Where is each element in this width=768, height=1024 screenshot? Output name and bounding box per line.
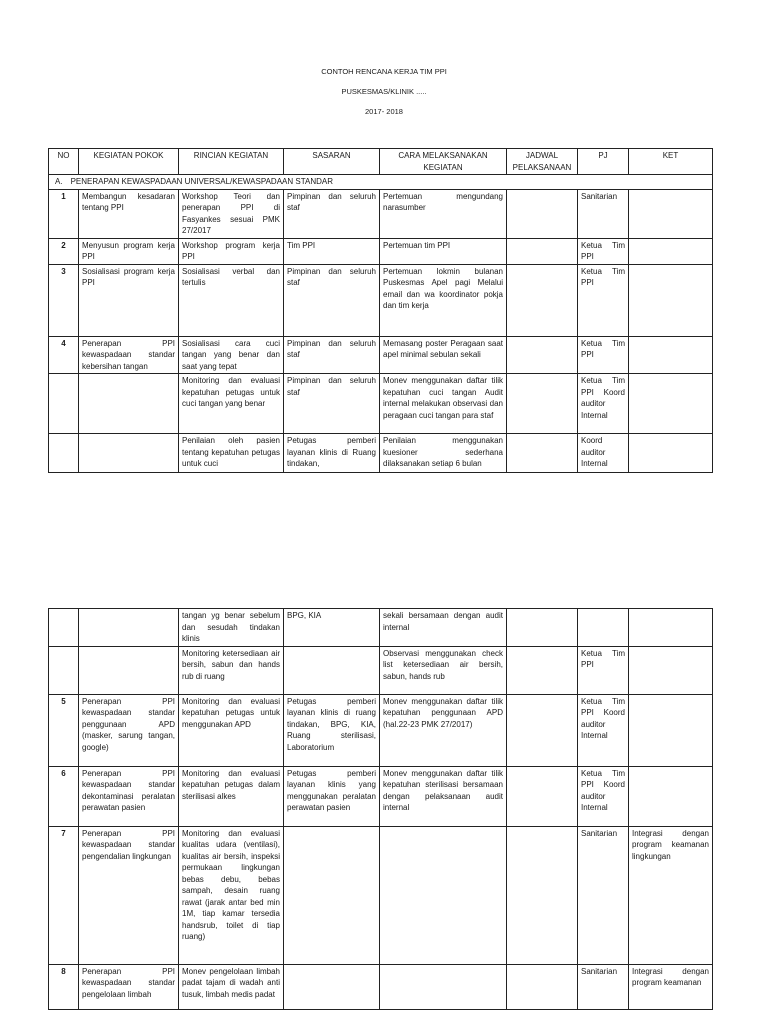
- cell-cara: Pertemuan lokmin bulanan Puskesmas Apel pagi Melalui email dan wa koordinator pokja dan tim kerja: [380, 264, 507, 336]
- cell-sasaran: Pimpinan dan seluruh staf: [284, 264, 380, 336]
- cell-jadwal: [507, 238, 578, 264]
- cell-no: 3: [49, 264, 79, 336]
- cell-pokok: [79, 374, 179, 434]
- cell-jadwal: [507, 646, 578, 694]
- table-row: [49, 609, 713, 647]
- cell-pj: Ketua Tim PPI: [578, 646, 629, 694]
- cell-no: [49, 609, 79, 647]
- col-header-jadwal: JADWAL PELAKSANAAN: [507, 149, 578, 175]
- document-period: 2017- 2018: [365, 107, 403, 116]
- cell-ket: [629, 609, 713, 647]
- section-letter: A.: [55, 177, 63, 186]
- cell-sasaran: Petugas pemberi layanan klinis yang menggunakan peralatan perawatan pasien: [284, 766, 380, 826]
- cell-jadwal: [507, 694, 578, 766]
- table-row: [49, 694, 713, 766]
- cell-pj: Ketua Tim PPI Koord auditor Internal: [578, 374, 629, 434]
- table-row: [49, 374, 713, 434]
- cell-pj: Sanitarian: [578, 964, 629, 1009]
- cell-cara: sekali bersamaan dengan audit internal: [380, 609, 507, 647]
- cell-rincian: Monitoring dan evaluasi kepatuhan petugas dalam sterilisasi alkes: [179, 766, 284, 826]
- cell-sasaran: Pimpinan dan seluruh staf: [284, 374, 380, 434]
- col-header-sasaran: SASARAN: [284, 149, 380, 175]
- cell-pokok: Menyusun program kerja PPI: [79, 238, 179, 264]
- cell-rincian: Monitoring dan evaluasi kualitas udara (ventilasi), kualitas air bersih, inspeksi permukaan lingkungan bebas debu, bebas sampah, desain ruang rawat (jarak antar bed min 1M, tiap kamar tersedia handsrub, toilet di tiap ruang): [179, 826, 284, 964]
- document-titles: [0, 66, 768, 126]
- cell-cara: Pertemuan mengundang narasumber: [380, 189, 507, 238]
- cell-rincian: Monev pengelolaan limbah padat tajam di wadah anti tusuk, limbah medis padat: [179, 964, 284, 1009]
- section-heading: [49, 175, 713, 190]
- cell-pokok: Penerapan PPI kewaspadaan standar dekontaminasi peralatan perawatan pasien: [79, 766, 179, 826]
- cell-ket: [629, 434, 713, 473]
- cell-rincian: tangan yg benar sebelum dan sesudah tindakan klinis: [179, 609, 284, 647]
- cell-cara: Monev menggunakan daftar tilik kepatuhan penggunaan APD (hal.22-23 PMK 27/2017): [380, 694, 507, 766]
- cell-rincian: Monitoring dan evaluasi kepatuhan petugas untuk menggunakan APD: [179, 694, 284, 766]
- cell-sasaran: Petugas pemberi layanan klinis di Ruang tindakan,: [284, 434, 380, 473]
- cell-pj: Sanitarian: [578, 826, 629, 964]
- cell-jadwal: [507, 826, 578, 964]
- col-header-pj: PJ: [578, 149, 629, 175]
- col-header-no: NO: [49, 149, 79, 175]
- cell-sasaran: [284, 646, 380, 694]
- cell-no: 1: [49, 189, 79, 238]
- cell-rincian: Workshop Teori dan penerapan PPI di Fasyankes sesuai PMK 27/2017: [179, 189, 284, 238]
- cell-pokok: Membangun kesadaran tentang PPI: [79, 189, 179, 238]
- cell-ket: [629, 264, 713, 336]
- cell-no: 5: [49, 694, 79, 766]
- cell-pokok: [79, 609, 179, 647]
- cell-jadwal: [507, 374, 578, 434]
- cell-pj: Sanitarian: [578, 189, 629, 238]
- col-header-rincian-kegiatan: RINCIAN KEGIATAN: [179, 149, 284, 175]
- cell-cara: Monev menggunakan daftar tilik kepatuhan sterilisasi bersamaan dengan pelaksanaan audit internal: [380, 766, 507, 826]
- table-header-row: [49, 149, 713, 175]
- cell-pokok: [79, 434, 179, 473]
- table-row: [49, 766, 713, 826]
- cell-pj: Koord auditor Internal: [578, 434, 629, 473]
- col-header-cara: CARA MELAKSANAKAN KEGIATAN: [380, 149, 507, 175]
- cell-rincian: Monitoring ketersediaan air bersih, sabun dan hands rub di ruang: [179, 646, 284, 694]
- cell-rincian: Sosialisasi cara cuci tangan yang benar dan saat yang tepat: [179, 336, 284, 374]
- cell-no: [49, 434, 79, 473]
- cell-pj: Ketua Tim PPI: [578, 238, 629, 264]
- cell-cara: Memasang poster Peragaan saat apel minimal sebulan sekali: [380, 336, 507, 374]
- cell-no: 8: [49, 964, 79, 1009]
- cell-pokok: Penerapan PPI kewaspadaan standar kebersihan tangan: [79, 336, 179, 374]
- cell-cara: Pertemuan tim PPI: [380, 238, 507, 264]
- cell-ket: [629, 694, 713, 766]
- cell-jadwal: [507, 434, 578, 473]
- cell-no: 6: [49, 766, 79, 826]
- cell-sasaran: Petugas pemberi layanan klinis di ruang tindakan, BPG, KIA, Ruang sterilisasi, Laboratorium: [284, 694, 380, 766]
- document-subtitle: PUSKESMAS/KLINIK .....: [341, 87, 427, 96]
- cell-ket: Integrasi dengan program keamanan: [629, 964, 713, 1009]
- table-row: [49, 264, 713, 336]
- table-row: [49, 238, 713, 264]
- table-row: [49, 336, 713, 374]
- cell-sasaran: Tim PPI: [284, 238, 380, 264]
- cell-rincian: Penilaian oleh pasien tentang kepatuhan petugas untuk cuci: [179, 434, 284, 473]
- cell-sasaran: BPG, KIA: [284, 609, 380, 647]
- cell-ket: Integrasi dengan program keamanan lingkungan: [629, 826, 713, 964]
- work-plan-table-page-2: [48, 608, 713, 1010]
- cell-cara: [380, 826, 507, 964]
- cell-jadwal: [507, 609, 578, 647]
- table-row: [49, 826, 713, 964]
- cell-jadwal: [507, 189, 578, 238]
- cell-pj: Ketua Tim PPI: [578, 264, 629, 336]
- cell-jadwal: [507, 766, 578, 826]
- cell-pj: Ketua Tim PPI: [578, 336, 629, 374]
- cell-ket: [629, 766, 713, 826]
- table-body-page-2: [49, 609, 713, 1010]
- cell-ket: [629, 374, 713, 434]
- cell-pj: Ketua Tim PPI Koord auditor Internal: [578, 694, 629, 766]
- cell-pj: Ketua Tim PPI Koord auditor Internal: [578, 766, 629, 826]
- table-body-page-1: [49, 189, 713, 473]
- cell-rincian: Workshop program kerja PPI: [179, 238, 284, 264]
- table-row: [49, 964, 713, 1009]
- document-title: CONTOH RENCANA KERJA TIM PPI: [321, 67, 447, 76]
- cell-no: [49, 646, 79, 694]
- cell-no: 4: [49, 336, 79, 374]
- cell-jadwal: [507, 336, 578, 374]
- cell-sasaran: Pimpinan dan seluruh staf: [284, 189, 380, 238]
- cell-no: 7: [49, 826, 79, 964]
- cell-ket: [629, 336, 713, 374]
- cell-ket: [629, 646, 713, 694]
- cell-ket: [629, 189, 713, 238]
- cell-pokok: Sosialisasi program kerja PPI: [79, 264, 179, 336]
- cell-rincian: Monitoring dan evaluasi kepatuhan petugas untuk cuci tangan yang benar: [179, 374, 284, 434]
- cell-pokok: Penerapan PPI kewaspadaan standar pengelolaan limbah: [79, 964, 179, 1009]
- table-row: [49, 434, 713, 473]
- cell-sasaran: [284, 964, 380, 1009]
- col-header-kegiatan-pokok: KEGIATAN POKOK: [79, 149, 179, 175]
- cell-no: [49, 374, 79, 434]
- work-plan-table-page-1: [48, 148, 713, 473]
- section-row: [49, 175, 713, 190]
- cell-cara: Observasi menggunakan check list ketersediaan air bersih, sabun, hands rub: [380, 646, 507, 694]
- cell-rincian: Sosialisasi verbal dan tertulis: [179, 264, 284, 336]
- table-row: [49, 646, 713, 694]
- cell-pokok: Penerapan PPI kewaspadaan standar penggunaan APD (masker, sarung tangan, google): [79, 694, 179, 766]
- cell-jadwal: [507, 964, 578, 1009]
- cell-pj: [578, 609, 629, 647]
- cell-cara: Monev menggunakan daftar tilik kepatuhan cuci tangan Audit internal melakukan observasi dan peragaan cuci tangan para staf: [380, 374, 507, 434]
- cell-cara: Penilaian menggunakan kuesioner sederhana dilaksanakan setiap 6 bulan: [380, 434, 507, 473]
- cell-no: 2: [49, 238, 79, 264]
- cell-jadwal: [507, 264, 578, 336]
- cell-pokok: Penerapan PPI kewaspadaan standar pengendalian lingkungan: [79, 826, 179, 964]
- cell-sasaran: [284, 826, 380, 964]
- cell-ket: [629, 238, 713, 264]
- cell-sasaran: Pimpinan dan seluruh staf: [284, 336, 380, 374]
- section-title: PENERAPAN KEWASPADAAN UNIVERSAL/KEWASPADAAN STANDAR: [70, 177, 333, 186]
- cell-pokok: [79, 646, 179, 694]
- col-header-ket: KET: [629, 149, 713, 175]
- cell-cara: [380, 964, 507, 1009]
- table-row: [49, 189, 713, 238]
